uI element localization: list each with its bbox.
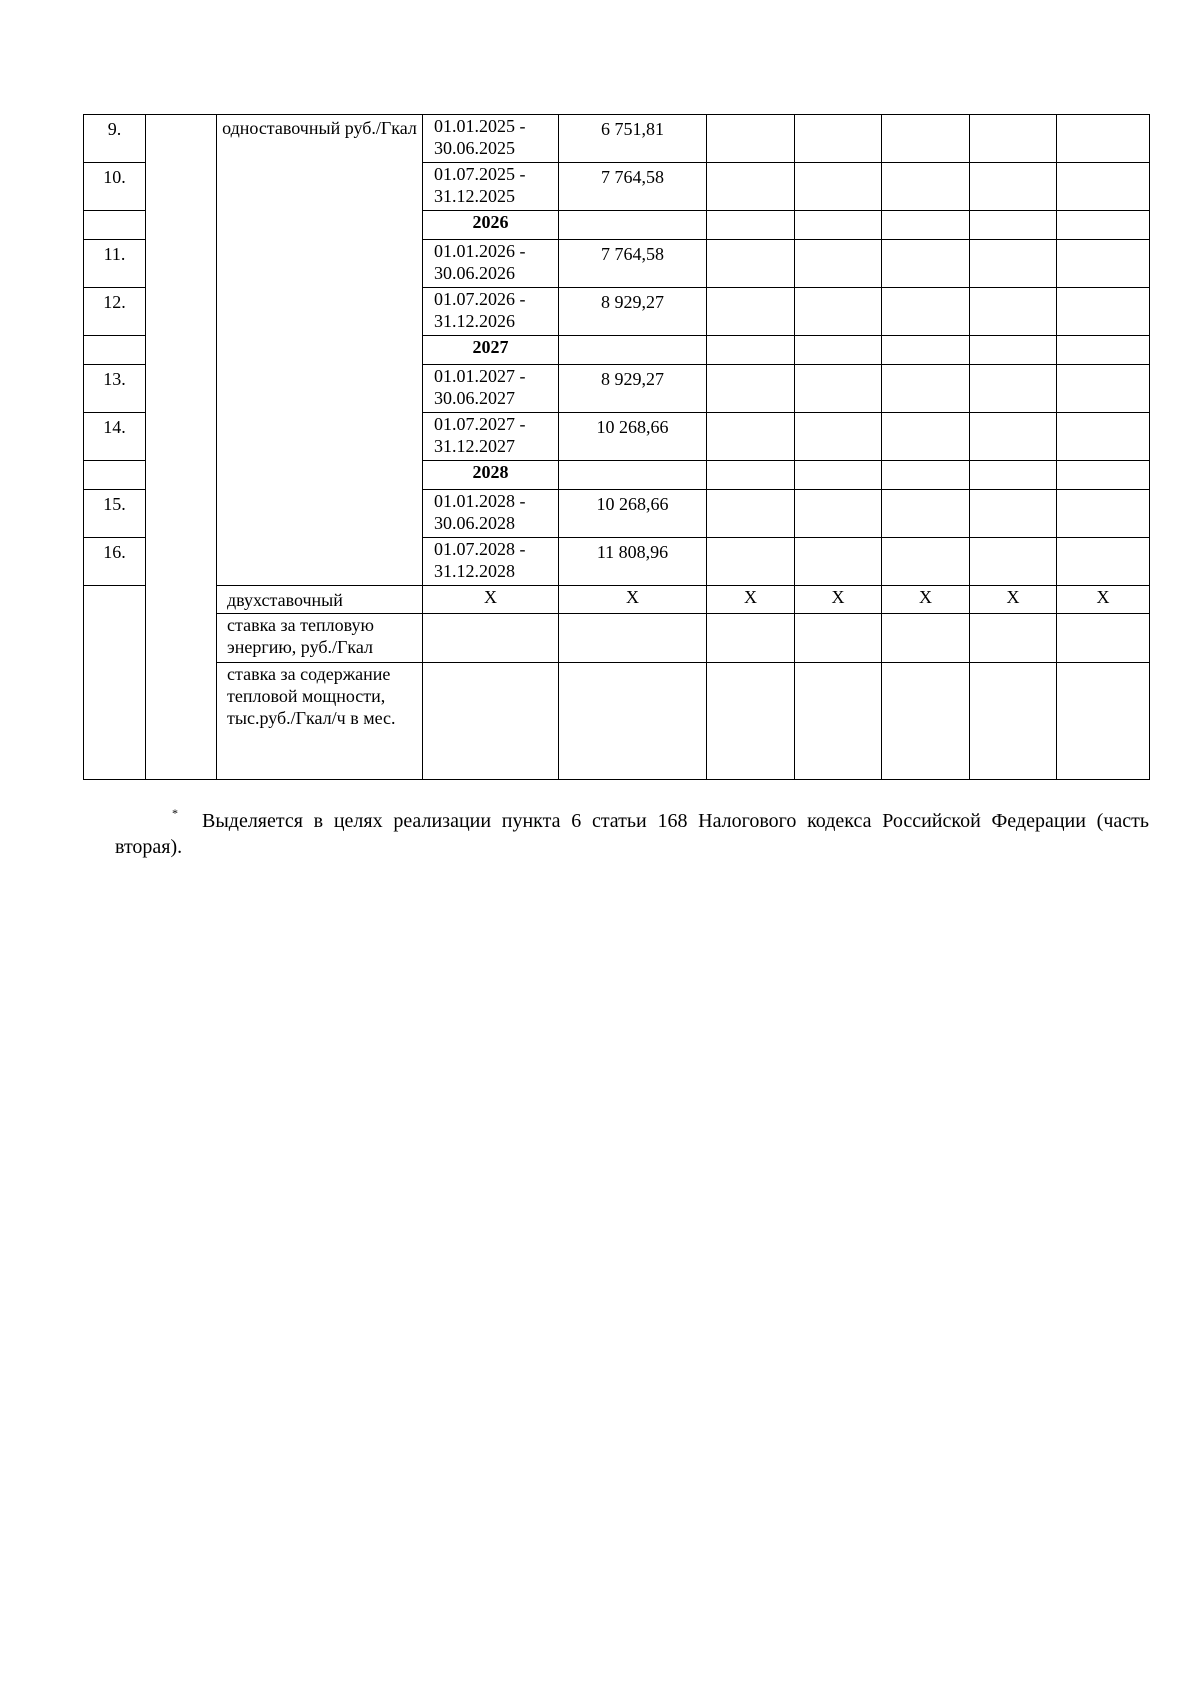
empty-cell xyxy=(882,663,970,780)
empty-cell xyxy=(882,336,970,365)
empty-cell xyxy=(970,240,1057,288)
empty-cell xyxy=(970,538,1057,586)
empty-cell xyxy=(1057,163,1150,211)
tariff-value-cell: 10 268,66 xyxy=(559,490,707,538)
empty-cell xyxy=(559,663,707,780)
row-number-cell: 9. xyxy=(84,115,146,163)
period-cell: 01.01.2026 - 30.06.2026 xyxy=(423,240,559,288)
empty-cell xyxy=(1057,490,1150,538)
footnote-text: Выделяется в целях реализации пункта 6 статьи 168 Налогового кодекса Российской Федерации (часть вторая). xyxy=(115,810,1149,858)
empty-cell xyxy=(882,490,970,538)
empty-cell xyxy=(795,288,882,336)
year-label: 2028 xyxy=(423,461,559,490)
period-cell: 01.07.2027 - 31.12.2027 xyxy=(423,413,559,461)
empty-cell xyxy=(707,211,795,240)
row-number-cell: 16. xyxy=(84,538,146,586)
empty-cell xyxy=(970,663,1057,780)
empty-cell xyxy=(707,336,795,365)
empty-cell xyxy=(882,240,970,288)
empty-cell xyxy=(423,663,559,780)
empty-cell xyxy=(707,115,795,163)
tariff-value-cell: 10 268,66 xyxy=(559,413,707,461)
empty-cell xyxy=(970,614,1057,663)
empty-cell xyxy=(795,461,882,490)
empty-cell xyxy=(1057,240,1150,288)
empty-cell xyxy=(559,336,707,365)
single-rate-label: одноставочный руб./Гкал xyxy=(217,115,423,586)
capacity-rate-label: ставка за содержание тепловой мощности, тыс.руб./Гкал/ч в мес. xyxy=(217,663,423,780)
footnote xyxy=(115,800,1149,860)
x-mark-cell: X xyxy=(559,586,707,614)
empty-cell xyxy=(707,240,795,288)
footnote-mark: * xyxy=(172,806,178,820)
tariff-value-cell: 8 929,27 xyxy=(559,288,707,336)
empty-cell xyxy=(423,614,559,663)
empty-cell xyxy=(795,490,882,538)
empty-cell xyxy=(1057,413,1150,461)
row-number-cell: 15. xyxy=(84,490,146,538)
empty-cell xyxy=(559,614,707,663)
empty-cell xyxy=(795,240,882,288)
empty-cell xyxy=(882,288,970,336)
empty-cell xyxy=(707,490,795,538)
tariff-value-cell: 7 764,58 xyxy=(559,240,707,288)
empty-cell xyxy=(882,461,970,490)
empty-cell xyxy=(795,163,882,211)
empty-cell xyxy=(970,413,1057,461)
x-mark-cell: X xyxy=(970,586,1057,614)
empty-cell xyxy=(1057,288,1150,336)
tariff-table xyxy=(83,114,1150,780)
empty-cell xyxy=(707,163,795,211)
table-row xyxy=(84,115,1150,163)
empty-cell xyxy=(970,115,1057,163)
empty-cell xyxy=(1057,538,1150,586)
empty-cell xyxy=(795,538,882,586)
empty-cell xyxy=(1057,211,1150,240)
empty-cell xyxy=(707,365,795,413)
period-cell: 01.01.2027 - 30.06.2027 xyxy=(423,365,559,413)
x-mark-cell: X xyxy=(795,586,882,614)
empty-cell xyxy=(707,614,795,663)
empty-cell xyxy=(1057,365,1150,413)
tariff-value-cell: 7 764,58 xyxy=(559,163,707,211)
empty-cell xyxy=(882,413,970,461)
empty-cell xyxy=(795,336,882,365)
x-mark-cell: X xyxy=(1057,586,1150,614)
two-rate-label: двухставочный xyxy=(217,586,423,614)
empty-cell xyxy=(707,461,795,490)
empty-cell xyxy=(707,663,795,780)
row-number-cell: 11. xyxy=(84,240,146,288)
empty-cell xyxy=(795,365,882,413)
empty-cell xyxy=(882,115,970,163)
energy-rate-row xyxy=(84,614,1150,663)
row-number-cell: 12. xyxy=(84,288,146,336)
empty-cell xyxy=(970,288,1057,336)
row-number-cell xyxy=(84,461,146,490)
empty-cell xyxy=(795,663,882,780)
row-number-cell xyxy=(84,336,146,365)
empty-cell xyxy=(970,336,1057,365)
two-rate-row xyxy=(84,586,1150,614)
empty-cell xyxy=(882,365,970,413)
empty-cell xyxy=(707,288,795,336)
year-label: 2026 xyxy=(423,211,559,240)
year-label: 2027 xyxy=(423,336,559,365)
empty-cell xyxy=(882,538,970,586)
empty-cell xyxy=(970,490,1057,538)
empty-cell xyxy=(795,413,882,461)
empty-cell xyxy=(559,211,707,240)
row-number-cell xyxy=(84,586,146,780)
group-cell xyxy=(146,115,217,780)
capacity-rate-row xyxy=(84,663,1150,780)
tariff-value-cell: 6 751,81 xyxy=(559,115,707,163)
empty-cell xyxy=(1057,115,1150,163)
row-number-cell: 13. xyxy=(84,365,146,413)
empty-cell xyxy=(795,614,882,663)
x-mark-cell: X xyxy=(707,586,795,614)
empty-cell xyxy=(1057,336,1150,365)
empty-cell xyxy=(970,461,1057,490)
empty-cell xyxy=(882,614,970,663)
empty-cell xyxy=(1057,663,1150,780)
empty-cell xyxy=(707,413,795,461)
empty-cell xyxy=(795,115,882,163)
x-mark-cell: X xyxy=(423,586,559,614)
empty-cell xyxy=(882,163,970,211)
tariff-value-cell: 8 929,27 xyxy=(559,365,707,413)
period-cell: 01.07.2028 - 31.12.2028 xyxy=(423,538,559,586)
empty-cell xyxy=(970,365,1057,413)
empty-cell xyxy=(707,538,795,586)
empty-cell xyxy=(970,211,1057,240)
empty-cell xyxy=(1057,461,1150,490)
empty-cell xyxy=(559,461,707,490)
energy-rate-label: ставка за тепловую энергию, руб./Гкал xyxy=(217,614,423,663)
row-number-cell xyxy=(84,211,146,240)
empty-cell xyxy=(795,211,882,240)
period-cell: 01.01.2028 - 30.06.2028 xyxy=(423,490,559,538)
period-cell: 01.07.2026 - 31.12.2026 xyxy=(423,288,559,336)
tariff-value-cell: 11 808,96 xyxy=(559,538,707,586)
empty-cell xyxy=(970,163,1057,211)
empty-cell xyxy=(1057,614,1150,663)
row-number-cell: 14. xyxy=(84,413,146,461)
period-cell: 01.07.2025 - 31.12.2025 xyxy=(423,163,559,211)
period-cell: 01.01.2025 - 30.06.2025 xyxy=(423,115,559,163)
x-mark-cell: X xyxy=(882,586,970,614)
empty-cell xyxy=(882,211,970,240)
row-number-cell: 10. xyxy=(84,163,146,211)
